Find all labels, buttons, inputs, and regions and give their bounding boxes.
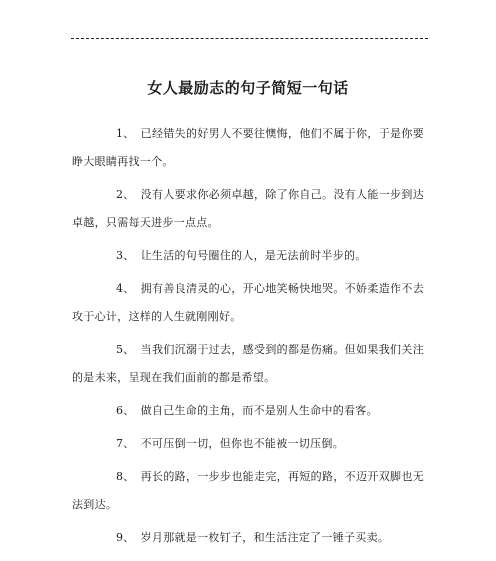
paragraph xyxy=(72,336,424,392)
paragraph-number: 2、 xyxy=(116,188,135,201)
paragraph-text: 让生活的句号圈住的人，是无法前时半步的。 xyxy=(140,249,367,262)
paragraph-number: 5、 xyxy=(116,343,135,356)
paragraph xyxy=(72,524,424,552)
paragraph-number: 4、 xyxy=(116,282,135,295)
paragraph xyxy=(72,275,424,331)
paragraph-text: 拥有善良清灵的心，开心地笑畅快地哭。不娇柔造作不去攻于心计，这样的人生就刚刚好。 xyxy=(72,282,424,323)
paragraph xyxy=(72,463,424,519)
paragraph xyxy=(72,181,424,237)
paragraph-number: 8、 xyxy=(116,470,135,483)
paragraph-number: 6、 xyxy=(116,404,135,417)
paragraph-text: 岁月那就是一枚钉子，和生活注定了一锤子买卖。 xyxy=(140,531,390,544)
paragraph-number: 1、 xyxy=(116,127,135,140)
paragraph-text: 没有人要求你必须卓越，除了你自己。没有人能一步到达卓越，只需每天进步一点点。 xyxy=(72,188,424,229)
paragraph-number: 7、 xyxy=(116,437,135,450)
paragraph-text: 不可压倒一切，但你也不能被一切压倒。 xyxy=(140,437,345,450)
paragraph xyxy=(72,120,424,176)
document-body xyxy=(72,120,424,557)
paragraph xyxy=(72,397,424,425)
paragraph xyxy=(72,430,424,458)
paragraph xyxy=(72,242,424,270)
paragraph-text: 做自己生命的主角，而不是别人生命中的看客。 xyxy=(140,404,378,417)
header-dashed-rule xyxy=(71,38,428,39)
paragraph-number: 9、 xyxy=(116,531,135,544)
document-title: 女人最励志的句子简短一句话 xyxy=(147,79,349,97)
paragraph-text: 再长的路，一步步也能走完，再短的路，不迈开双脚也无法到达。 xyxy=(72,470,424,511)
paragraph-number: 3、 xyxy=(116,249,135,262)
paragraph-text: 已经错失的好男人不要往懊悔，他们不属于你，于是你要睁大眼睛再找一个。 xyxy=(72,127,424,168)
paragraph-text: 当我们沉溺于过去，感受到的都是伤痛。但如果我们关注的是未来，呈现在我们面前的都是希望。 xyxy=(72,343,424,384)
